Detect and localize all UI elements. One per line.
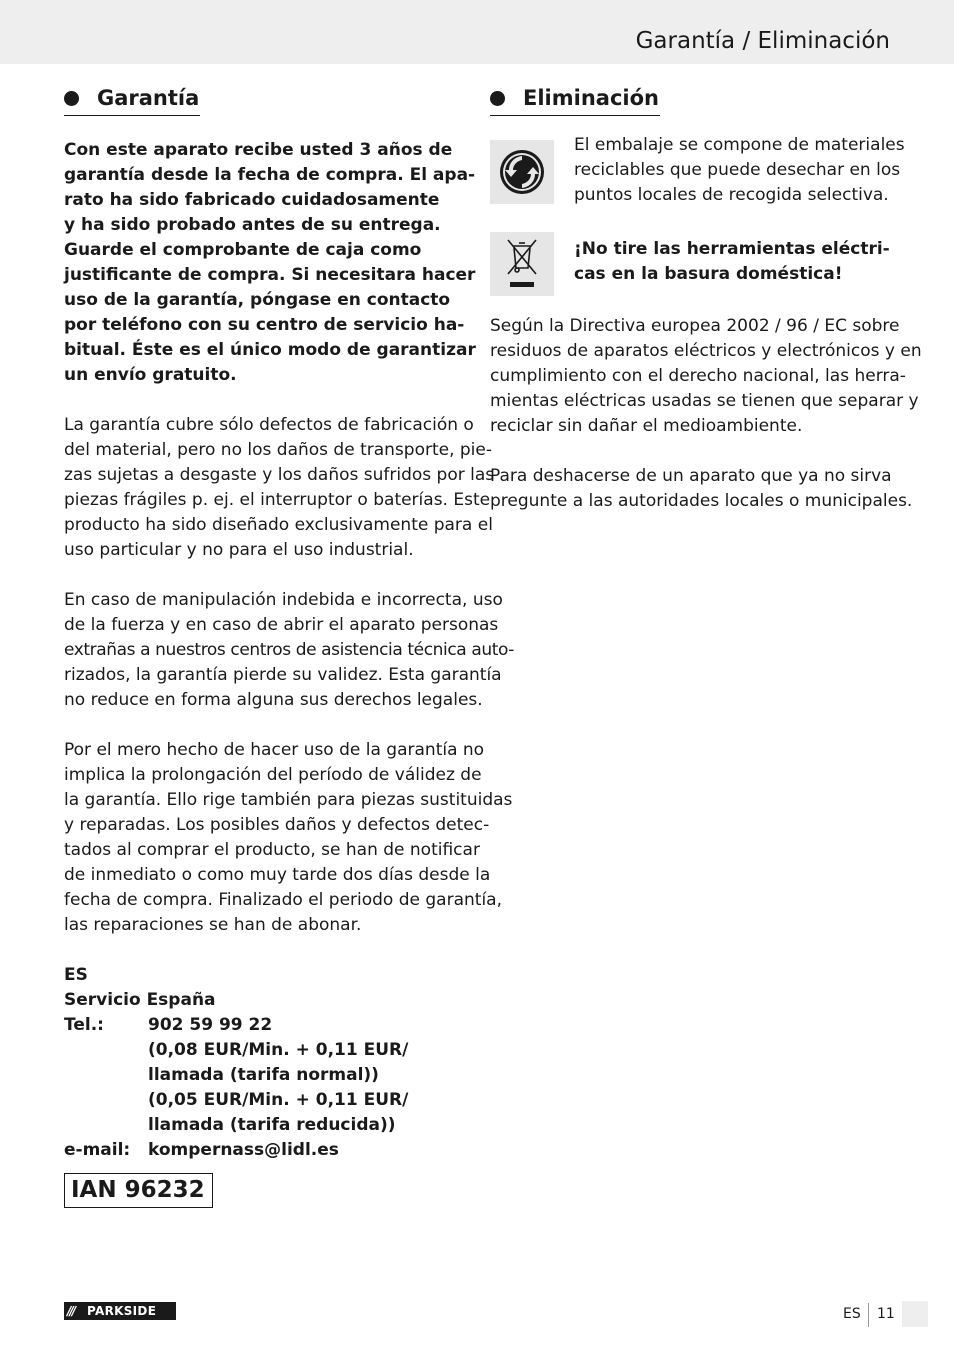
text-line: un envío gratuito. bbox=[64, 365, 237, 385]
email-address: kompernass@lidl.es bbox=[148, 1140, 339, 1160]
bin-warning-text bbox=[574, 237, 890, 287]
disposal-authorities-paragraph bbox=[490, 464, 913, 514]
text-line: cas en la basura doméstica! bbox=[574, 264, 843, 284]
text-line: de la fuerza y en caso de abrir el aparato personas bbox=[64, 615, 499, 635]
text-line: ¡No tire las herramientas eléctri- bbox=[574, 239, 890, 259]
contact-tariff-row bbox=[64, 1038, 464, 1063]
green-dot-recycling-icon bbox=[490, 140, 554, 204]
text-line: residuos de aparatos eléctricos y electrónicos y en bbox=[490, 341, 922, 361]
text-line: mientas eléctricas usadas se tienen que separar y bbox=[490, 391, 919, 411]
contact-tariff-row bbox=[64, 1063, 464, 1088]
disposal-heading bbox=[490, 84, 660, 116]
service-contact bbox=[64, 963, 464, 1163]
footer-language: ES bbox=[843, 1306, 861, 1322]
text-line: puntos locales de recogida selectiva. bbox=[574, 185, 889, 205]
text-line: extrañas a nuestros centros de asistencia técnica auto- bbox=[64, 640, 515, 660]
text-line: la garantía. Ello rige también para piezas sustituidas bbox=[64, 790, 513, 810]
text-line: bitual. Éste es el único modo de garantizar bbox=[64, 340, 476, 360]
text-line: rizados, la garantía pierde su validez. Esta garantía bbox=[64, 665, 502, 685]
contact-email-row bbox=[64, 1138, 464, 1163]
contact-country: ES bbox=[64, 965, 88, 985]
text-line: El embalaje se compone de materiales bbox=[574, 135, 905, 155]
contact-tariff-row bbox=[64, 1088, 464, 1113]
tariff-line: llamada (tarifa normal)) bbox=[148, 1065, 379, 1085]
tariff-line: (0,05 EUR/Min. + 0,11 EUR/ bbox=[148, 1090, 409, 1110]
logo-brand: PARKSIDE bbox=[87, 1304, 157, 1318]
text-line: por teléfono con su centro de servicio ha- bbox=[64, 315, 465, 335]
warranty-heading bbox=[64, 84, 200, 116]
packaging-text bbox=[574, 133, 905, 208]
footer-divider bbox=[868, 1303, 869, 1327]
tariff-line: (0,08 EUR/Min. + 0,11 EUR/ bbox=[148, 1040, 409, 1060]
contact-tariff-row bbox=[64, 1113, 464, 1138]
crossed-out-wheelie-bin-icon bbox=[490, 232, 554, 296]
warranty-intro bbox=[64, 138, 476, 388]
page-number: 11 bbox=[877, 1306, 895, 1322]
bullet-icon bbox=[490, 91, 505, 106]
text-line: pregunte a las autoridades locales o municipales. bbox=[490, 491, 913, 511]
warranty-coverage-paragraph bbox=[64, 413, 495, 563]
text-line: Según la Directiva europea 2002 / 96 / EC sobre bbox=[490, 316, 900, 336]
text-line: tados al comprar el producto, se han de notificar bbox=[64, 840, 480, 860]
disposal-heading-text: Eliminación bbox=[523, 86, 659, 110]
warranty-void-paragraph bbox=[64, 588, 515, 713]
text-line: y reparadas. Los posibles daños y defectos detec- bbox=[64, 815, 490, 835]
text-line: y ha sido probado antes de su entrega. bbox=[64, 215, 441, 235]
text-line: reciclar sin dañar el medioambiente. bbox=[490, 416, 803, 436]
tel-number: 902 59 99 22 bbox=[148, 1015, 273, 1035]
warranty-heading-text: Garantía bbox=[97, 86, 200, 110]
text-line: La garantía cubre sólo defectos de fabricación o bbox=[64, 415, 474, 435]
text-line: implica la prolongación del período de válidez de bbox=[64, 765, 482, 785]
page-title: Garantía / Eliminación bbox=[635, 28, 890, 54]
contact-service: Servicio España bbox=[64, 990, 216, 1010]
text-line: cumplimiento con el derecho nacional, las herra- bbox=[490, 366, 906, 386]
text-line: Guarde el comprobante de caja como bbox=[64, 240, 422, 260]
disposal-column bbox=[490, 84, 922, 514]
warranty-column bbox=[64, 84, 515, 1208]
page-header bbox=[0, 0, 954, 64]
footer-tab bbox=[902, 1301, 928, 1327]
parkside-logo bbox=[64, 1302, 176, 1320]
text-line: rato ha sido fabricado cuidadosamente bbox=[64, 190, 440, 210]
text-line: justificante de compra. Si necesitara hacer bbox=[64, 265, 476, 285]
text-line: uso de la garantía, póngase en contacto bbox=[64, 290, 451, 310]
bin-warning-row bbox=[490, 232, 890, 296]
packaging-row bbox=[490, 135, 905, 208]
text-line: En caso de manipulación indebida e incorrecta, uso bbox=[64, 590, 503, 610]
ian-number: IAN 96232 bbox=[64, 1173, 213, 1208]
text-line: no reduce en forma alguna sus derechos legales. bbox=[64, 690, 483, 710]
text-line: del material, pero no los daños de transporte, pie- bbox=[64, 440, 492, 460]
text-line: zas sujetas a desgaste y los daños sufridos por las bbox=[64, 465, 495, 485]
warranty-period-paragraph bbox=[64, 738, 513, 938]
text-line: Con este aparato recibe usted 3 años de bbox=[64, 140, 453, 160]
bullet-icon bbox=[64, 91, 79, 106]
text-line: de inmediato o como muy tarde dos días desde la bbox=[64, 865, 491, 885]
directive-paragraph bbox=[490, 314, 922, 439]
text-line: reciclables que puede desechar en los bbox=[574, 160, 901, 180]
tariff-line: llamada (tarifa reducida)) bbox=[148, 1115, 396, 1135]
text-line: Para deshacerse de un aparato que ya no sirva bbox=[490, 466, 892, 486]
text-line: fecha de compra. Finalizado el periodo de garantía, bbox=[64, 890, 502, 910]
contact-tel-row bbox=[64, 1013, 464, 1038]
text-line: piezas frágiles p. ej. el interruptor o baterías. Este bbox=[64, 490, 491, 510]
text-line: Por el mero hecho de hacer uso de la garantía no bbox=[64, 740, 485, 760]
text-line: garantía desde la fecha de compra. El apa- bbox=[64, 165, 476, 185]
text-line: uso particular y no para el uso industrial. bbox=[64, 540, 414, 560]
logo-slashes: /// bbox=[67, 1304, 75, 1318]
text-line: producto ha sido diseñado exclusivamente para el bbox=[64, 515, 493, 535]
email-label: e-mail: bbox=[64, 1140, 131, 1160]
tel-label: Tel.: bbox=[64, 1015, 104, 1035]
text-line: las reparaciones se han de abonar. bbox=[64, 915, 362, 935]
